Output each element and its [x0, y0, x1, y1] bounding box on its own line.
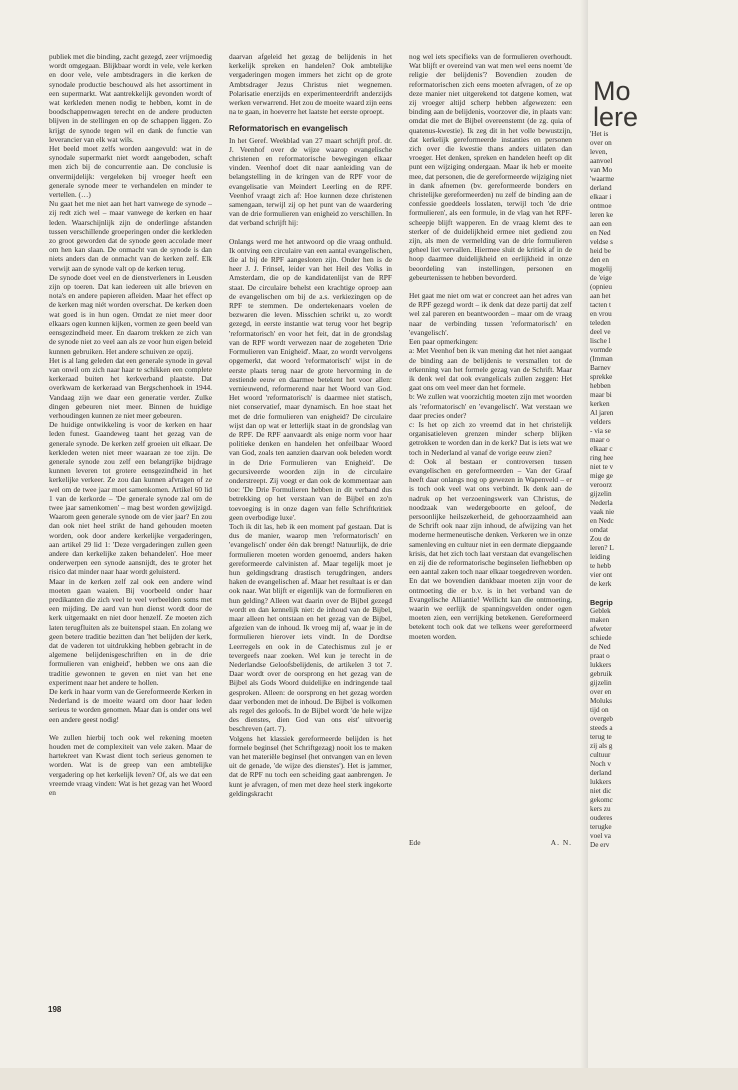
text-line: kers zu [590, 805, 611, 813]
text-line: niet te v [590, 463, 614, 471]
paragraph: Een paar opmerkingen: [409, 337, 478, 347]
text-line: schiede [590, 634, 612, 642]
text-line: 'waarme [590, 175, 615, 183]
text-line: voel va [590, 832, 611, 840]
text-line: heid be [590, 247, 611, 255]
text-line: veroorz [590, 481, 612, 489]
text-line: Moluks [590, 697, 612, 705]
text-line: de 'eige [590, 274, 612, 282]
headline-line-1: Mo [593, 78, 631, 106]
text-line: aan het [590, 292, 611, 300]
text-line: en vrou [590, 310, 612, 318]
text-line: vaak nie [590, 508, 615, 516]
text-line: (Imman [590, 355, 613, 363]
text-line: kerken [590, 400, 610, 408]
text-line: leren ke [590, 211, 613, 219]
text-line: te hebb [590, 562, 611, 570]
text-line: sprekke [590, 373, 613, 381]
text-line: aan een [590, 220, 612, 228]
text-line: niet dic [590, 787, 612, 795]
text-line: vormde [590, 346, 612, 354]
paragraph: De synode doet veel en de dienstverleners in Leusden zijn op toeren. Dat kan iedereen uit alle brieven en nota's en andere papieren afleiden. Maar het effect op de kerken mag niét worden overschat. De kerken doen wat goed is in hun ogen. Omdat ze niet meer door elkaars ogen kunnen kijken, vormen ze geen beeld van eensgezindheid meer. En daarom trekken ze zich van de synode niet zo veel aan als ze voor hun eigen beleid kunnen gebruiken. Het andere schuiven ze opzij. [49, 272, 212, 356]
paragraph: Volgens het klassiek gereformeerde belijden is het formele beginsel (het Schriftgezag) nooit los te maken van het materiële beginsel (het ontvangen van en leven uit de genade, 'de wijze des dienstes'). Het is jammer, dat de RPF nu toch een scheiding gaat aanbrengen. Je kunt je afvragen, of men met deze heel sterk ingekorte geldingskracht [229, 733, 392, 798]
text-line: De erv [590, 841, 610, 849]
signoff-initials: A. N. [550, 838, 572, 847]
paragraph: Toch ik dit las, heb ik een moment paf gestaan. Dat is dus de manier, waarop men 'reformatorisch' en 'evangelisch' onder één dak brengt! Natuurlijk, de drie formulieren moeten worden genoemd, anders haken gereformeerde calvinisten af. Maar tegelijk moet je hun geldingsdrang drastisch terugdringen, anders haken de evangelischen af. Maar het resultaat is er dan ook naar. Wat blijft er eigenlijk van de formulieren en hun gelding? Alleen wat daarin over de Bijbel gezegd wordt en dan kennelijk niet: de inhoud van de Bijbel, maar alleen het ontstaan en het gezag van de Bijbel, afgezien van de inhoud. Ik vroeg mij af, waar je in de formulieren hierover iets vindt. In de Dordtse Leerregels en ook in de Catechismus zul je er tevergeefs naar zoeken. Wel kun je terecht in de Nederlandse Geloofsbelijdenis, de artikelen 3 tot 7. Daar wordt over de oorsprong en het gezag van de Bijbel als Gods Woord duidelijke en indringende taal gesproken. Alleen: de oorsprong en het gezag worden daar verbonden met de inhoud. De Bijbel is volkomen als regel des geloofs. In de Bijbel wordt 'de hele wijze des dienstes, dien God van ons eist' uitvoerig beschreven (art. 7). [229, 521, 392, 734]
paragraph: a: Met Veenhof ben ik van mening dat het niet aangaat de binding aan de belijdenis te versmallen tot de erkenning van het formele gezag van de Schrift. Maar ik denk wel dat ook evangelicals zullen zeggen: Het gaat ons om veel meer dan het formele. [409, 346, 572, 393]
text-line: (opnieu [590, 283, 612, 291]
paragraph: publiek met die binding, zacht gezegd, zeer vrijmoedig wordt omgegaan. Blijkbaar wordt in vele, vele kerken en door vele, vele ambtsdragers in die kerken de synodale productie beschouwd als het assortiment in een supermarkt. Wat aantrekkelijk gevonden wordt of wat kerkleden menen nodig te hebben, komt in de boodschappenwagen terecht en de andere producten blijven in de stellingen en op de schappen liggen. Zo krijgt de synode tegen wil en dank de functie van leverancier van elk wat wils. [49, 52, 212, 144]
paragraph: De kerk in haar vorm van de Gereformeerde Kerken in Nederland is de moeite waard om door haar leden serieus te worden genomen. Maar dan is onder ons wel een andere geest nodig! [49, 687, 212, 724]
text-line: aanvoel [590, 157, 613, 165]
text-line: vier ont [590, 571, 613, 579]
column-3 [409, 52, 572, 832]
paragraph: Maar in de kerken zelf zal ook een andere wind moeten gaan waaien. Bij voorbeeld onder haar predikanten die zich veel te veel verbeelden soms met een mijding. De aard van hun dienst wordt door de kerk uitgemaakt en niet door henzelf. Ze moeten zich laten terugfluiten als ze buitenspel staan. En zolang we geen betere traditie bezitten dan 'het belijden der kerk, dat de vaderen tot uitdrukking hebben gebracht in de algemene belijdenisgeschriften en in de drie formulieren van enigheid', hebben we ons aan die traditie gewonnen te geven en niet van het ene experiment naar het andere te hollen. [49, 576, 212, 687]
text-line: velders [590, 418, 611, 426]
text-line: steeds a [590, 724, 613, 732]
page-fold-shadow [580, 0, 588, 1068]
text-line: leven, [590, 148, 608, 156]
text-line: de Ned [590, 643, 611, 651]
text-line: gebruik [590, 670, 612, 678]
next-article-headline [593, 78, 738, 130]
text-line: hebben [590, 382, 611, 390]
text-line: over on [590, 139, 612, 147]
text-line: lukkers [590, 778, 612, 786]
text-line: terug te [590, 733, 612, 741]
text-line: - via se [590, 427, 611, 435]
paragraph: Nu gaat het me niet aan het hart vanwege de synode – zij redt zich wel – maar vanwege de kerken en haar leden. Waarschijnlijk zijn de onderlinge afstanden tussen verschillende groeperingen onder die kerkleden zo groot geworden dat de synode geen accolade meer om hen kan slaan. De onmacht van de synode is dan niets anders dan de onmacht van de kerken zelf. Elk verwijt aan de synode valt op de kerken terug. [49, 199, 212, 273]
text-line: mige ge [590, 472, 613, 480]
paragraph: Onlangs werd me het antwoord op die vraag onthuld. Ik ontving een circulaire van een aantal evangelischen, die al bij de RPF aangesloten zijn. Onder hen is de heer J. J. Frinsel, leider van het Heil des Volks in Amsterdam, die op de kandidatenlijst van de RPF staat. De circulaire behelst een krachtige oproep aan de evangelischen om bij de a.s. verkiezingen op de RPF te stemmen. De ondertekenaars voelen de bezwaren die leven. Misschien schrikt u, zo wordt gezegd, in eerste instantie wat terug voor het begrip 'reformatorisch' en voor het feit, dat in de grondslag van de RPF wordt verwezen naar de zogeheten 'Drie Formulieren van Enigheid'. Maar, zo wordt vervolgens opgemerkt, dat woord 'reformatorisch' wijst in de eerste plaats terug naar de grote hervorming in de zestiende eeuw en daarmee betekent het voor allen: vernieuwend, reformerend naar het Woord van God. Het woord 'reformatorisch' is daarmee niet statisch, niet conservatief, maar dynamisch. En hoe staat het met de drie formulieren van enigheid? De circulaire wijst dan op wat er letterlijk staat in de grondslag van de RPF. De RPF aanvaardt als enige norm voor haar politieke denken en handelen het onfeilbaar Woord van God, zoals ten aanzien daarvan ook beleden wordt in de Drie Formulieren van Enigheid'. De gecursiveerde woorden zijn in de circulaire onderstreept. Zij voegt er dan ook de kommentaar aan toe: 'De Drie Formulieren hebben in dit verband dus betrekking op het verstaan van de Bijbel en zo'n toevoeging is in onze dagen van felle Schriftkritiek geen overbodige luxe'. [229, 236, 392, 522]
text-line: maken [590, 616, 610, 624]
text-line: Nederla [590, 499, 613, 507]
paragraph: d: Ook al bestaan er controversen tussen evangelischen en gereformeerden – Van der Graaf heeft daar onlangs nog op gewezen in Wapenveld – er is toch ook veel wat ons verbindt. Ik denk aan de nadruk op het verzoeningswerk van Christus, de noodzaak van wedergeboorte en geloof, de persoonlijke heilszekerheid, de gehoorzaamheid aan de Schrift ook naar zijn inhoud, de afwijzing van het moderne hermeneutische denken. Verkeren we in onze samenleving en cultuur niet in een dermate diepgaande krisis, dat het zich toch laat verstaan dat evangelischen en zij die de reformatorische beginselen liefhebben op een aantal zaken toch naar elkaar toegedreven worden. En dat we bovendien dankbaar moeten zijn voor de ontmoeting die er b.v. is in het verband van de Evangelische Alliantie! Wellicht kan die ontmoeting, waarin we eerlijk de spanningsvelden onder ogen moeten zien, een verrijking betekenen. Gereformeerd betekent toch ook dat we telkens weer gereformeerd moeten worden. [409, 456, 572, 641]
text-line: gijzelin [590, 490, 612, 498]
text-line: gijzelin [590, 679, 612, 687]
column-2 [229, 52, 392, 992]
text-line: leiding [590, 553, 610, 561]
text-line: cultuur [590, 751, 611, 759]
signoff-place: Ede [409, 838, 421, 847]
column-4-cropped [590, 130, 738, 1090]
paragraph: Het gaat me niet om wat er concreet aan het adres van de RPF gezegd wordt – ik denk dat deze partij dat zelf wel zal pareren en beantwoorden – maar om de vraag naar de verbinding tussen 'reformatorisch' en 'evangelisch'. [409, 291, 572, 337]
text-line: zij als g [590, 742, 613, 750]
text-line: maar bi [590, 391, 612, 399]
paragraph: c: Is het op zich zo vreemd dat in het christelijk organisatieleven grenzen minder scherp blijken getrokken te worden dan in de kerk? Dat is iets wat we toch in Nederland al vanaf de vorige eeuw zien? [409, 419, 572, 457]
paragraph: We zullen hierbij toch ook wel rekening moeten houden met de complexiteit van vele zaken. Maar de hartekreet van Kwast dient toch serieus genomen te worden. Wat is de greep van een ambtelijke vergadering op het kerkelijk leven? Of, als we dat een vreemde vraag vinden: Wat is het gezag van het Woord en [49, 732, 212, 798]
text-line: lukkers [590, 661, 612, 669]
text-line: 'Het is [590, 130, 609, 138]
text-line: derland [590, 769, 612, 777]
paragraph: b: We zullen wat voorzichtig moeten zijn met woorden als 'reformatorisch' en 'evangelisch'. Wat verstaan we daar precies onder? [409, 392, 572, 420]
article-signoff [409, 838, 572, 847]
paragraph: daarvan afgeleid het gezag de belijdenis in het kerkelijk spreken en handelen? Ook ambtelijke vergaderingen mogen immers het zicht op de grote Ambtsdrager Jezus Christus niet wegnemen. Polarisatie enerzijds en experimenteerdrift anderzijds werken verwarrend. Het zou de moeite waard zijn eens na te gaan, in hoeverre het laatste het eerste oproept. [229, 52, 392, 117]
text-line: tacten t [590, 301, 611, 309]
text-line: omdat [590, 526, 608, 534]
text-line: en Ned [590, 229, 611, 237]
text-line: elkaar i [590, 193, 612, 201]
text-line: Zou de [590, 535, 611, 543]
text-line: lische l [590, 337, 611, 345]
text-line: Al jaren [590, 409, 614, 417]
paragraph: Het beeld moet zelfs worden aangevuld: wat in de synodale supermarkt niet wordt aangeboden, schaft men zich bij de concurrentie aan. De conclusie is onvermijdelijk: vergeleken bij vroeger heeft een generale synode meer te verhandelen en minder te vertellen. (…) [49, 144, 212, 200]
text-line: derland [590, 184, 612, 192]
text-line: deel ve [590, 328, 611, 336]
text-line: de kerk [590, 580, 612, 588]
text-line: Barnev [590, 364, 611, 372]
text-line: elkaar c [590, 445, 613, 453]
paragraph: De huidige ontwikkeling is voor de kerken en haar leden funest. Gaandeweg taant het gezag van de generale synode. De kerken zelf groeien uit elkaar. De kerkleden weten niet meer waaraan ze toe zijn. De generale synode zou zelf een belangrijke bijdrage kunnen leveren tot grotere eensgezindheid in het kerkelijke verkeer. Ze zou dan kunnen afvragen of ze wel om de twee jaar moet samenkomen. Artikel 60 lid 1 van de kerkorde – 'De generale synode zal om de twee jaar samenkomen' – mag best worden gewijzigd. Waarom geen generale synode om de vier jaar? En zou dan ook niet heel strikt de hand gehouden moeten worden, ook door andere kerkelijke vergaderingen, aan artikel 29 lid 1: 'Deze vergaderingen zullen geen andere dan kerkelijke zaken behandelen'. Hoe meer onderwerpen een synode aansnijdt, des te groter het risico dat minder naar haar wordt geluisterd. [49, 420, 212, 577]
blank-line [590, 589, 738, 598]
section-heading: Begrip [590, 598, 613, 607]
text-line: ontmoe [590, 202, 612, 210]
text-line: ouderes [590, 814, 613, 822]
section-heading: Reformatorisch en evangelisch [229, 124, 348, 134]
paragraph: Het is al lang geleden dat een generale synode in geval van onwil om zich naar haar te schikken een complete kerkeraad buiten het kerkverband plaatste. Dat overkwam de kerkeraad van Bergschenhoek in 1944. Vandaag zijn we daar een generatie verder. Zulke dingen gebeuren niet meer. Binnen de huidige verhoudingen kunnen ze niet meer gebeuren. [49, 355, 212, 420]
column-1 [49, 52, 212, 992]
text-line: teleden [590, 319, 611, 327]
text-line: veldse s [590, 238, 613, 246]
text-line: ring hee [590, 454, 614, 462]
text-line: van Mo [590, 166, 613, 174]
text-line: terugke [590, 823, 612, 831]
paragraph: nog wel iets specifieks van de formulieren overhoudt. Wat blijft er overeind van wat men wel eens noemt 'de religie der belijdenis'? Bovendien zouden de reformatorischen zich eens moeten afvragen, of ze op deze manier niet uitgerekend tot datgene komen, wat zij vroeger altijd scherp hebben afgewezen: een binding aan de belijdenis, voorzover die, in plaats van: omdat die met de Bijbel overeenstemt (de zg. quia of quatenus-kwestie). Ik zeg dit in het volle bewustzijn, dat kerkelijk gereformeerde instanties en personen zich over die kwestie thans anders uitlaten dan vroeger. Het denken, spreken en handelen heeft op dit punt een wijziging ondergaan. Maar ik heb er moeite mee, dat personen, die de gereformeerde wijziging niet in dank afnemen (bv. gereformeerde bonders en christelijke gereformeerden) nu zelf de binding aan de confessie goeddeels losslaten, terwijl toch 'de drie formulieren', als een formule, in de vlag van het RPF-scheepje blijft wapperen. En de vraag klemt des te sterker of de duidelijkheid ermee niet gediend zou zijn, als men de vermelding van de drie formulieren geheel liet vervallen. Hiermee sluit de kritiek af in de hoop daarmee duidelijkheid en eerlijkheid in onze beoordeling van instellingen, personen en gebeurtenissen te hebben bevorderd. [409, 52, 572, 282]
paragraph: In het Geref. Weekblad van 27 maart schrijft prof. dr. J. Veenhof over de wijze waarop evangelische christenen en reformatorische bewegingen elkaar vinden. Veenhof doet dit naar aanleiding van de belangstelling in de kringen van de RPF voor de evangelisatie van Meindert Leerling en de RPF. Veenhof vraagt zich af: Hoe kunnen deze christenen samengaan, terwijl zij op het punt van de waardering van de drie formulieren van enigheid zo verschillen. In dat verband schrijft hij: [229, 135, 392, 228]
text-line: Geblek [590, 607, 611, 615]
text-line: gekomc [590, 796, 613, 804]
text-line: maar o [590, 436, 610, 444]
text-line: en Nedc [590, 517, 614, 525]
text-line: mogelij [590, 265, 612, 273]
text-line: den en [590, 256, 609, 264]
text-line: praat o [590, 652, 610, 660]
text-line: afweter [590, 625, 612, 633]
text-line: over en [590, 688, 612, 696]
text-line: tijd on [590, 706, 609, 714]
text-line: Noch v [590, 760, 611, 768]
text-line: leren? L [590, 544, 614, 552]
text-line: overgeb [590, 715, 614, 723]
headline-line-2: lere [593, 102, 639, 130]
page-number: 198 [48, 1005, 62, 1014]
